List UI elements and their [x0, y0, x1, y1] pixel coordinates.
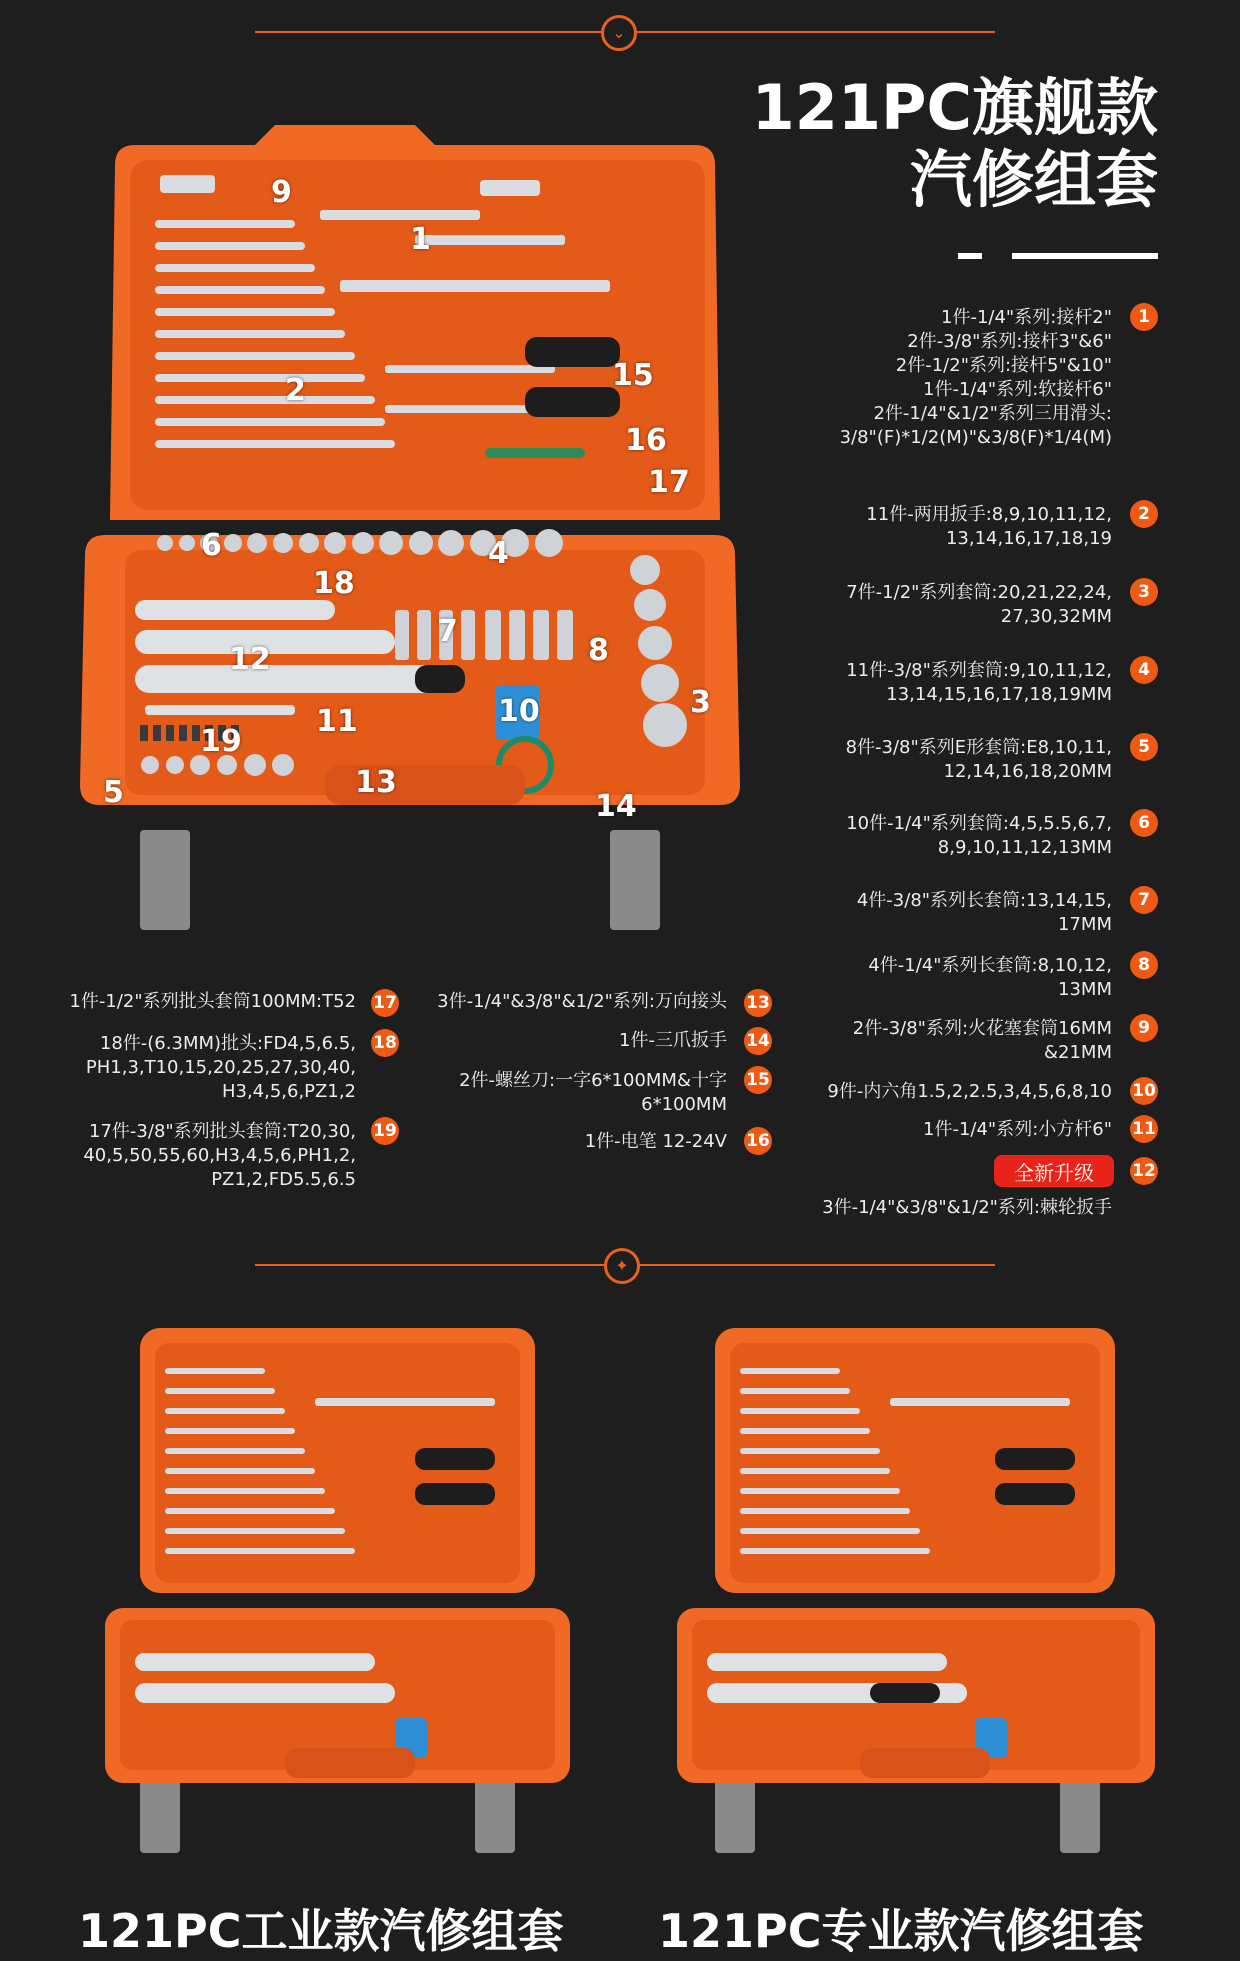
spec-text-11: 1件-1/4"系列:小方杆6": [923, 1119, 1112, 1140]
case-label-7: 7: [437, 614, 458, 649]
spec-text-15: 2件-螺丝刀:一字6*100MM&十字 6*100MM: [459, 1070, 727, 1115]
spec-text-1: 1件-1/4"系列:接杆2" 2件-3/8"系列:接杆3"&6" 2件-1/2"系列:接杆5"&10" 1件-1/4"系列:软接杆6" 2件-1/4"&1/2"系列三用滑头: 3/8"(F)*1/2(M)"&3/8(F)*1/4(M): [839, 307, 1112, 448]
industrial-set-title: 121PC工业款汽修组套: [78, 1904, 564, 1958]
spec-number-7: 7: [1130, 886, 1158, 914]
new-upgrade-badge: 全新升级: [994, 1155, 1114, 1187]
spec-number-19: 19: [371, 1117, 399, 1145]
case-label-16: 16: [625, 423, 667, 458]
spec-text-6: 10件-1/4"系列套筒:4,5,5.5,6,7, 8,9,10,11,12,13MM: [846, 813, 1112, 858]
case-label-5: 5: [103, 775, 124, 810]
spec-number-5: 5: [1130, 733, 1158, 761]
spec-number-17: 17: [371, 989, 399, 1017]
spec-text-16: 1件-电笔 12-24V: [584, 1131, 727, 1152]
spec-number-8: 8: [1130, 951, 1158, 979]
spec-text-13: 3件-1/4"&3/8"&1/2"系列:万向接头: [437, 991, 727, 1012]
spec-number-11: 11: [1130, 1115, 1158, 1143]
spec-number-4: 4: [1130, 656, 1158, 684]
case-label-19: 19: [200, 724, 242, 759]
spec-number-12: 12: [1130, 1157, 1158, 1185]
case-label-2: 2: [285, 373, 306, 408]
spec-text-10: 9件-内六角1.5,2,2.5,3,4,5,6,8,10: [827, 1081, 1112, 1102]
title-dash-short: [958, 253, 982, 259]
case-label-15: 15: [612, 358, 654, 393]
title-line-1: 121PC旗舰款: [751, 71, 1158, 144]
spec-text-7: 4件-3/8"系列长套筒:13,14,15, 17MM: [856, 890, 1112, 935]
case-label-1: 1: [410, 222, 431, 257]
spec-text-19: 17件-3/8"系列批头套筒:T20,30, 40,5,50,55,60,H3,4,5,6,PH1,2, PZ1,2,FD5.5,6.5: [83, 1121, 356, 1190]
spec-text-3: 7件-1/2"系列套筒:20,21,22,24, 27,30,32MM: [846, 582, 1112, 627]
chevron-down-icon: ⌄: [601, 15, 637, 51]
spec-text-8: 4件-1/4"系列长套筒:8,10,12, 13MM: [868, 955, 1112, 1000]
title-line-2: 汽修组套: [909, 143, 1158, 216]
spec-number-14: 14: [744, 1027, 772, 1055]
case-label-17: 17: [648, 465, 690, 500]
spec-number-6: 6: [1130, 809, 1158, 837]
spec-number-13: 13: [744, 989, 772, 1017]
case-label-18: 18: [313, 566, 355, 601]
small-square-bar: [145, 705, 295, 715]
case-latch-left: [140, 830, 190, 930]
screwdriver-1: [525, 337, 620, 367]
spec-number-16: 16: [744, 1127, 772, 1155]
spec-text-12: 3件-1/4"&3/8"&1/2"系列:棘轮扳手: [822, 1197, 1112, 1218]
case-label-6: 6: [201, 528, 222, 563]
spec-text-14: 1件-三爪扳手: [619, 1030, 727, 1051]
spec-number-9: 9: [1130, 1014, 1158, 1042]
spec-text-9: 2件-3/8"系列:火花塞套筒16MM &21MM: [852, 1018, 1112, 1063]
spec-number-1: 1: [1130, 303, 1158, 331]
case-label-14: 14: [595, 789, 637, 824]
spec-text-18: 18件-(6.3MM)批头:FD4,5,6.5, PH1,3,T10,15,20,25,27,30,40, H3,4,5,6,PZ1,2: [85, 1033, 356, 1102]
brand-logo-icon: ✦: [604, 1248, 640, 1284]
spec-text-5: 8件-3/8"系列E形套筒:E8,10,11, 12,14,16,18,20MM: [845, 737, 1112, 782]
spec-number-15: 15: [744, 1066, 772, 1094]
case-label-12: 12: [229, 642, 271, 677]
case-label-10: 10: [498, 694, 540, 729]
case-label-11: 11: [316, 704, 358, 739]
case-label-9: 9: [271, 175, 292, 210]
case-label-13: 13: [355, 765, 397, 800]
industrial-toolbox-image: [95, 1318, 580, 1878]
case-label-4: 4: [488, 536, 509, 571]
spec-number-10: 10: [1130, 1077, 1158, 1105]
spec-number-3: 3: [1130, 578, 1158, 606]
case-latch-right: [610, 830, 660, 930]
screwdriver-2: [525, 387, 620, 417]
spec-text-17: 1件-1/2"系列批头套筒100MM:T52: [69, 991, 356, 1012]
spec-text-2: 11件-两用扳手:8,9,10,11,12, 13,14,16,17,18,19: [866, 504, 1112, 549]
spec-number-2: 2: [1130, 500, 1158, 528]
page-title: [752, 72, 1158, 216]
professional-toolbox-image: [665, 1318, 1165, 1878]
title-dash-long: [1012, 253, 1158, 259]
professional-set-title: 121PC专业款汽修组套: [658, 1904, 1144, 1958]
case-label-3: 3: [690, 685, 711, 720]
case-label-8: 8: [588, 633, 609, 668]
spec-text-4: 11件-3/8"系列套筒:9,10,11,12, 13,14,15,16,17,18,19MM: [846, 660, 1112, 705]
spec-number-18: 18: [371, 1029, 399, 1057]
voltage-tester-pen: [485, 448, 585, 458]
